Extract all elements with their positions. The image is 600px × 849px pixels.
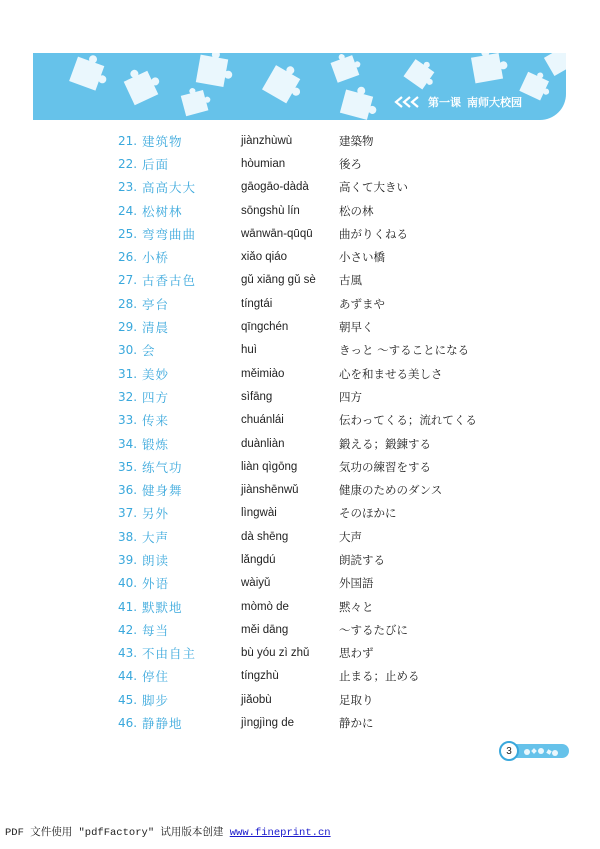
vocab-number: 40.	[118, 576, 138, 591]
vocab-number: 22.	[118, 156, 138, 171]
vocab-meaning: 黙々と	[339, 599, 374, 614]
vocab-meaning: きっと ～することになる	[339, 343, 470, 358]
vocab-pinyin: xiǎo qiáo	[241, 251, 288, 264]
vocab-row	[118, 432, 477, 455]
vocab-pinyin: měimiào	[241, 367, 285, 380]
vocab-pinyin: huì	[241, 344, 257, 357]
vocab-row	[118, 618, 477, 641]
vocab-number: 25.	[118, 226, 138, 241]
vocab-number: 35.	[118, 459, 138, 474]
vocab-pinyin: gǔ xiāng gǔ sè	[241, 274, 316, 287]
puzzle-piece-icon	[262, 59, 309, 106]
puzzle-piece-icon	[470, 53, 510, 83]
vocab-row	[118, 269, 477, 292]
vocab-word: 四方	[142, 389, 170, 405]
vocab-row	[118, 711, 477, 734]
vocab-row	[118, 245, 477, 268]
vocab-row	[118, 339, 477, 362]
vocab-meaning: 後ろ	[339, 156, 362, 171]
vocab-pinyin: qīngchén	[241, 321, 289, 334]
vocab-meaning: 静かに	[339, 716, 374, 731]
vocab-pinyin: jiànshēnwǔ	[241, 484, 299, 497]
vocab-word: 古香古色	[142, 273, 197, 289]
puzzle-piece-icon	[196, 53, 236, 88]
vocab-word: 传来	[142, 413, 170, 429]
vocab-word: 弯弯曲曲	[142, 226, 197, 242]
header-banner	[33, 53, 566, 120]
vocab-meaning: 小さい橋	[339, 250, 385, 265]
vocab-meaning: 外国語	[339, 576, 374, 591]
page-badge-tail	[511, 744, 569, 758]
vocab-meaning: 思わず	[339, 646, 374, 661]
puzzle-piece-icon	[180, 84, 213, 116]
vocab-row	[118, 129, 477, 152]
vocab-pinyin: wàiyǔ	[241, 577, 271, 590]
vocab-number: 39.	[118, 552, 138, 567]
vocab-word: 后面	[142, 156, 170, 172]
vocab-word: 清晨	[142, 320, 170, 336]
vocab-row	[118, 292, 477, 315]
vocab-pinyin: sōngshù lín	[241, 204, 300, 217]
vocab-row	[118, 478, 477, 501]
vocab-word: 静静地	[142, 716, 183, 732]
vocab-pinyin: liàn qìgōng	[241, 460, 298, 473]
vocab-word: 会	[142, 343, 156, 359]
vocab-meaning: 松の林	[339, 203, 374, 218]
vocab-word: 小桥	[142, 250, 170, 266]
footer-text: PDF 文件使用 "pdfFactory" 试用版本创建	[5, 827, 224, 839]
vocab-pinyin: tíngtái	[241, 297, 273, 310]
puzzle-piece-icon	[69, 53, 113, 93]
vocab-word: 练气功	[142, 459, 183, 475]
vocab-meaning: 曲がりくねる	[339, 226, 408, 241]
vocab-meaning: 鍛える；鍛錬する	[339, 436, 431, 451]
vocab-number: 31.	[118, 366, 138, 381]
vocab-word: 美妙	[142, 366, 170, 382]
puzzle-piece-icon	[403, 55, 440, 92]
vocab-meaning: 健康のためのダンス	[339, 483, 443, 498]
vocab-meaning: 朗読する	[339, 552, 385, 567]
vocab-meaning: 気功の練習をする	[339, 459, 431, 474]
vocab-pinyin: sìfāng	[241, 390, 273, 403]
vocab-pinyin: mòmò de	[241, 600, 289, 613]
puzzle-piece-icon	[329, 53, 364, 83]
vocabulary-list	[118, 129, 477, 735]
vocab-pinyin: wānwān-qūqū	[241, 227, 313, 240]
vocab-pinyin: hòumian	[241, 157, 286, 170]
vocab-meaning: ～するたびに	[339, 622, 408, 637]
vocab-number: 26.	[118, 250, 138, 265]
vocab-word: 松树林	[142, 203, 183, 219]
vocab-meaning: 建築物	[339, 133, 374, 148]
pdf-footer	[5, 824, 331, 839]
vocab-number: 38.	[118, 529, 138, 544]
vocab-meaning: あずまや	[339, 296, 385, 311]
vocab-pinyin: chuánlái	[241, 414, 284, 427]
vocab-number: 42.	[118, 622, 138, 637]
vocab-word: 停住	[142, 669, 170, 685]
vocab-meaning: 高くて大きい	[339, 180, 408, 195]
lesson-number: 第一课	[428, 96, 461, 109]
vocab-word: 每当	[142, 622, 170, 638]
vocab-pinyin: tíngzhù	[241, 670, 279, 683]
vocab-number: 46.	[118, 716, 138, 731]
vocab-number: 23.	[118, 180, 138, 195]
vocab-meaning: 四方	[339, 389, 362, 404]
puzzle-piece-icon	[121, 62, 164, 105]
vocab-meaning: 朝早く	[339, 320, 374, 335]
vocab-number: 28.	[118, 296, 138, 311]
vocab-word: 不由自主	[142, 646, 197, 662]
puzzle-piece-icon	[340, 83, 381, 120]
vocab-row	[118, 665, 477, 688]
page-badge	[499, 741, 571, 761]
vocab-number: 37.	[118, 506, 138, 521]
vocab-meaning: 古風	[339, 273, 362, 288]
vocab-number: 45.	[118, 692, 138, 707]
vocab-meaning: 大声	[339, 529, 362, 544]
vocab-pinyin: měi dāng	[241, 623, 289, 636]
lesson-name: 南师大校园	[467, 96, 522, 109]
vocab-number: 30.	[118, 343, 138, 358]
vocab-number: 41.	[118, 599, 138, 614]
vocab-word: 脚步	[142, 692, 170, 708]
vocab-number: 21.	[118, 133, 138, 148]
vocab-row	[118, 315, 477, 338]
vocab-pinyin: jìngjìng de	[241, 717, 295, 730]
vocab-row	[118, 525, 477, 548]
puzzle-piece-icon	[542, 53, 566, 76]
vocab-row	[118, 222, 477, 245]
vocab-row	[118, 688, 477, 711]
vocab-pinyin: bù yóu zì zhǔ	[241, 647, 310, 660]
vocab-row	[118, 572, 477, 595]
vocab-row	[118, 176, 477, 199]
vocab-number: 27.	[118, 273, 138, 288]
vocab-pinyin: dà shēng	[241, 530, 289, 543]
vocab-word: 另外	[142, 506, 170, 522]
vocab-row	[118, 548, 477, 571]
lesson-title	[394, 94, 522, 110]
chevrons-left-icon	[394, 96, 422, 108]
vocab-pinyin: duànliàn	[241, 437, 285, 450]
vocab-word: 大声	[142, 529, 170, 545]
vocab-row	[118, 199, 477, 222]
vocab-meaning: 止まる；止める	[339, 669, 420, 684]
vocab-word: 默默地	[142, 599, 183, 615]
vocab-pinyin: jiǎobù	[241, 693, 272, 706]
footer-link[interactable]: www.fineprint.cn	[229, 827, 331, 839]
vocab-meaning: 足取り	[339, 692, 374, 707]
vocab-number: 34.	[118, 436, 138, 451]
vocab-number: 44.	[118, 669, 138, 684]
vocab-pinyin: jiànzhùwù	[241, 134, 293, 147]
vocab-word: 健身舞	[142, 483, 183, 499]
vocab-row	[118, 642, 477, 665]
vocab-meaning: 伝わってくる；流れてくる	[339, 413, 477, 428]
vocab-number: 36.	[118, 483, 138, 498]
vocab-row	[118, 502, 477, 525]
vocab-number: 32.	[118, 389, 138, 404]
puzzle-decoration-icon	[511, 745, 569, 759]
vocab-word: 朗读	[142, 552, 170, 568]
vocab-number: 24.	[118, 203, 138, 218]
vocab-row	[118, 409, 477, 432]
vocab-number: 29.	[118, 320, 138, 335]
page-number: 3	[499, 741, 519, 761]
vocab-word: 建筑物	[142, 133, 183, 149]
vocab-meaning: そのほかに	[339, 506, 397, 521]
vocab-row	[118, 362, 477, 385]
vocab-number: 43.	[118, 646, 138, 661]
vocab-word: 亭台	[142, 296, 170, 312]
vocab-pinyin: lìngwài	[241, 507, 277, 520]
vocab-pinyin: gāogāo-dàdà	[241, 181, 309, 194]
vocab-row	[118, 455, 477, 478]
vocab-row	[118, 385, 477, 408]
vocab-number: 33.	[118, 413, 138, 428]
vocab-row	[118, 595, 477, 618]
vocab-pinyin: lǎngdú	[241, 553, 276, 566]
puzzle-piece-icon	[519, 67, 555, 102]
vocab-word: 外语	[142, 576, 170, 592]
vocab-row	[118, 152, 477, 175]
vocab-word: 锻炼	[142, 436, 170, 452]
vocab-meaning: 心を和ませる美しさ	[339, 366, 443, 381]
vocab-word: 高高大大	[142, 180, 197, 196]
